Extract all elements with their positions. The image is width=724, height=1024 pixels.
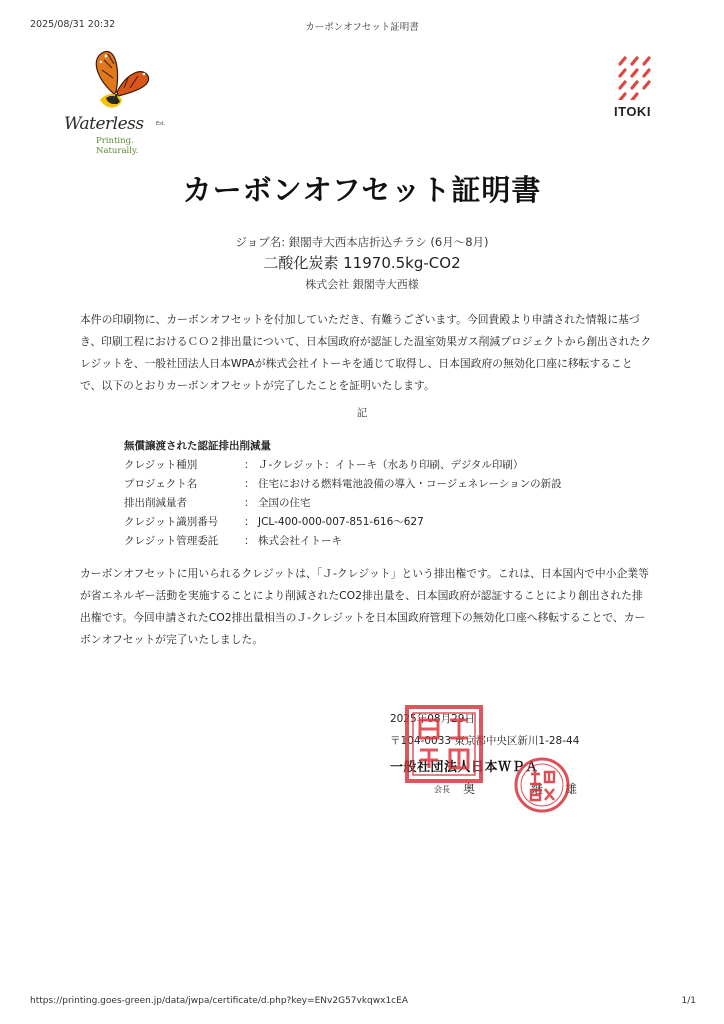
detail-separator: ： [244, 516, 255, 528]
detail-row [124, 513, 644, 532]
detail-value: 住宅における燃料電池設備の導入・コージェネレーションの新設 [258, 478, 562, 490]
page-number: 1/1 [681, 996, 696, 1006]
president-seal-icon [513, 756, 571, 814]
organization-seal-icon [404, 704, 484, 784]
detail-label: クレジット管理委託 [124, 535, 219, 547]
detail-label: プロジェクト名 [124, 478, 198, 490]
detail-value: JCL-400-000-007-851-616〜627 [258, 516, 424, 528]
page-url: https://printing.goes-green.jp/data/jwpa/certificate/d.php?key=ENv2G57vkqwx1cEA [30, 996, 408, 1006]
details-title: 無償譲渡された認証排出削減量 [124, 440, 271, 452]
client-name: 株式会社 銀閣寺大西様 [305, 278, 419, 291]
logo-tagline: Printing. Naturally. [96, 136, 139, 156]
detail-row [124, 532, 644, 551]
detail-separator: ： [244, 459, 255, 471]
detail-row [124, 456, 644, 475]
waterless-logo [56, 48, 176, 156]
itoki-logo-text: ITOKI [614, 104, 651, 119]
issue-date: 2025年08月29日 [390, 713, 475, 725]
detail-value: 株式会社イトーキ [258, 535, 342, 547]
certification-paragraph: 本件の印刷物に、カーボンオフセットを付加していただき、有難うございます。今回貴殿より申請された情報に基づき、印刷工程におけるＣＯ２排出量について、日本国政府が認証した温室効果ガス削減プロジェクトから創出されたクレジットを、一般社団法人日本WPAが株式会社イトーキを通じて取得し、日本国政府の無効化口座に移転することで、以下のとおりカーボンオフセットが完了したことを証明いたします。 [80, 313, 652, 392]
print-datetime: 2025/08/31 20:32 [30, 19, 116, 30]
job-name: ジョブ名: 銀閣寺大西本店折込チラシ (6月〜8月) [235, 235, 489, 249]
itoki-mark-icon [612, 56, 660, 100]
detail-row [124, 475, 644, 494]
credit-explanation-paragraph: カーボンオフセットに用いられるクレジットは、「Ｊ-クレジット」という排出権です。これは、日本国内で中小企業等が省エネルギー活動を実施することにより削減されたCO2排出量を、日本国政府が認証することにより創出された排出権です。今回申請されたCO2排出量相当のＪ-クレジットを日本国政府管理下の無効化口座へ移転することで、カーボンオフセットが完了いたしました。 [80, 567, 649, 646]
organization-name: 一般社団法人日本ＷＰＡ [390, 760, 539, 775]
detail-separator: ： [244, 535, 255, 547]
logo-script-text: Waterless [64, 114, 144, 134]
president-name: 奥 継雄 [463, 782, 600, 796]
detail-label: 排出削減量者 [124, 497, 187, 509]
detail-value: Ｊ-クレジット：イトーキ（水あり印刷、デジタル印刷） [258, 459, 524, 471]
print-page-title: カーボンオフセット証明書 [305, 22, 419, 33]
detail-separator: ： [244, 497, 255, 509]
president-title: 会長 [434, 785, 450, 794]
organization-address: 〒104-0033 東京都中央区新川1-28-44 [390, 735, 580, 747]
detail-row [124, 494, 644, 513]
credit-details [124, 436, 644, 551]
butterfly-icon [56, 48, 176, 118]
detail-separator: ： [244, 478, 255, 490]
detail-value: 全国の住宅 [258, 497, 311, 509]
logo-est-text: Est. [156, 121, 166, 127]
itoki-logo [612, 56, 660, 118]
co2-amount: 二酸化炭素 11970.5kg-CO2 [263, 254, 461, 272]
certificate-title: カーボンオフセット証明書 [182, 173, 542, 207]
detail-label: クレジット種別 [124, 459, 198, 471]
detail-label: クレジット識別番号 [124, 516, 219, 528]
ki-marker: 記 [356, 407, 368, 419]
